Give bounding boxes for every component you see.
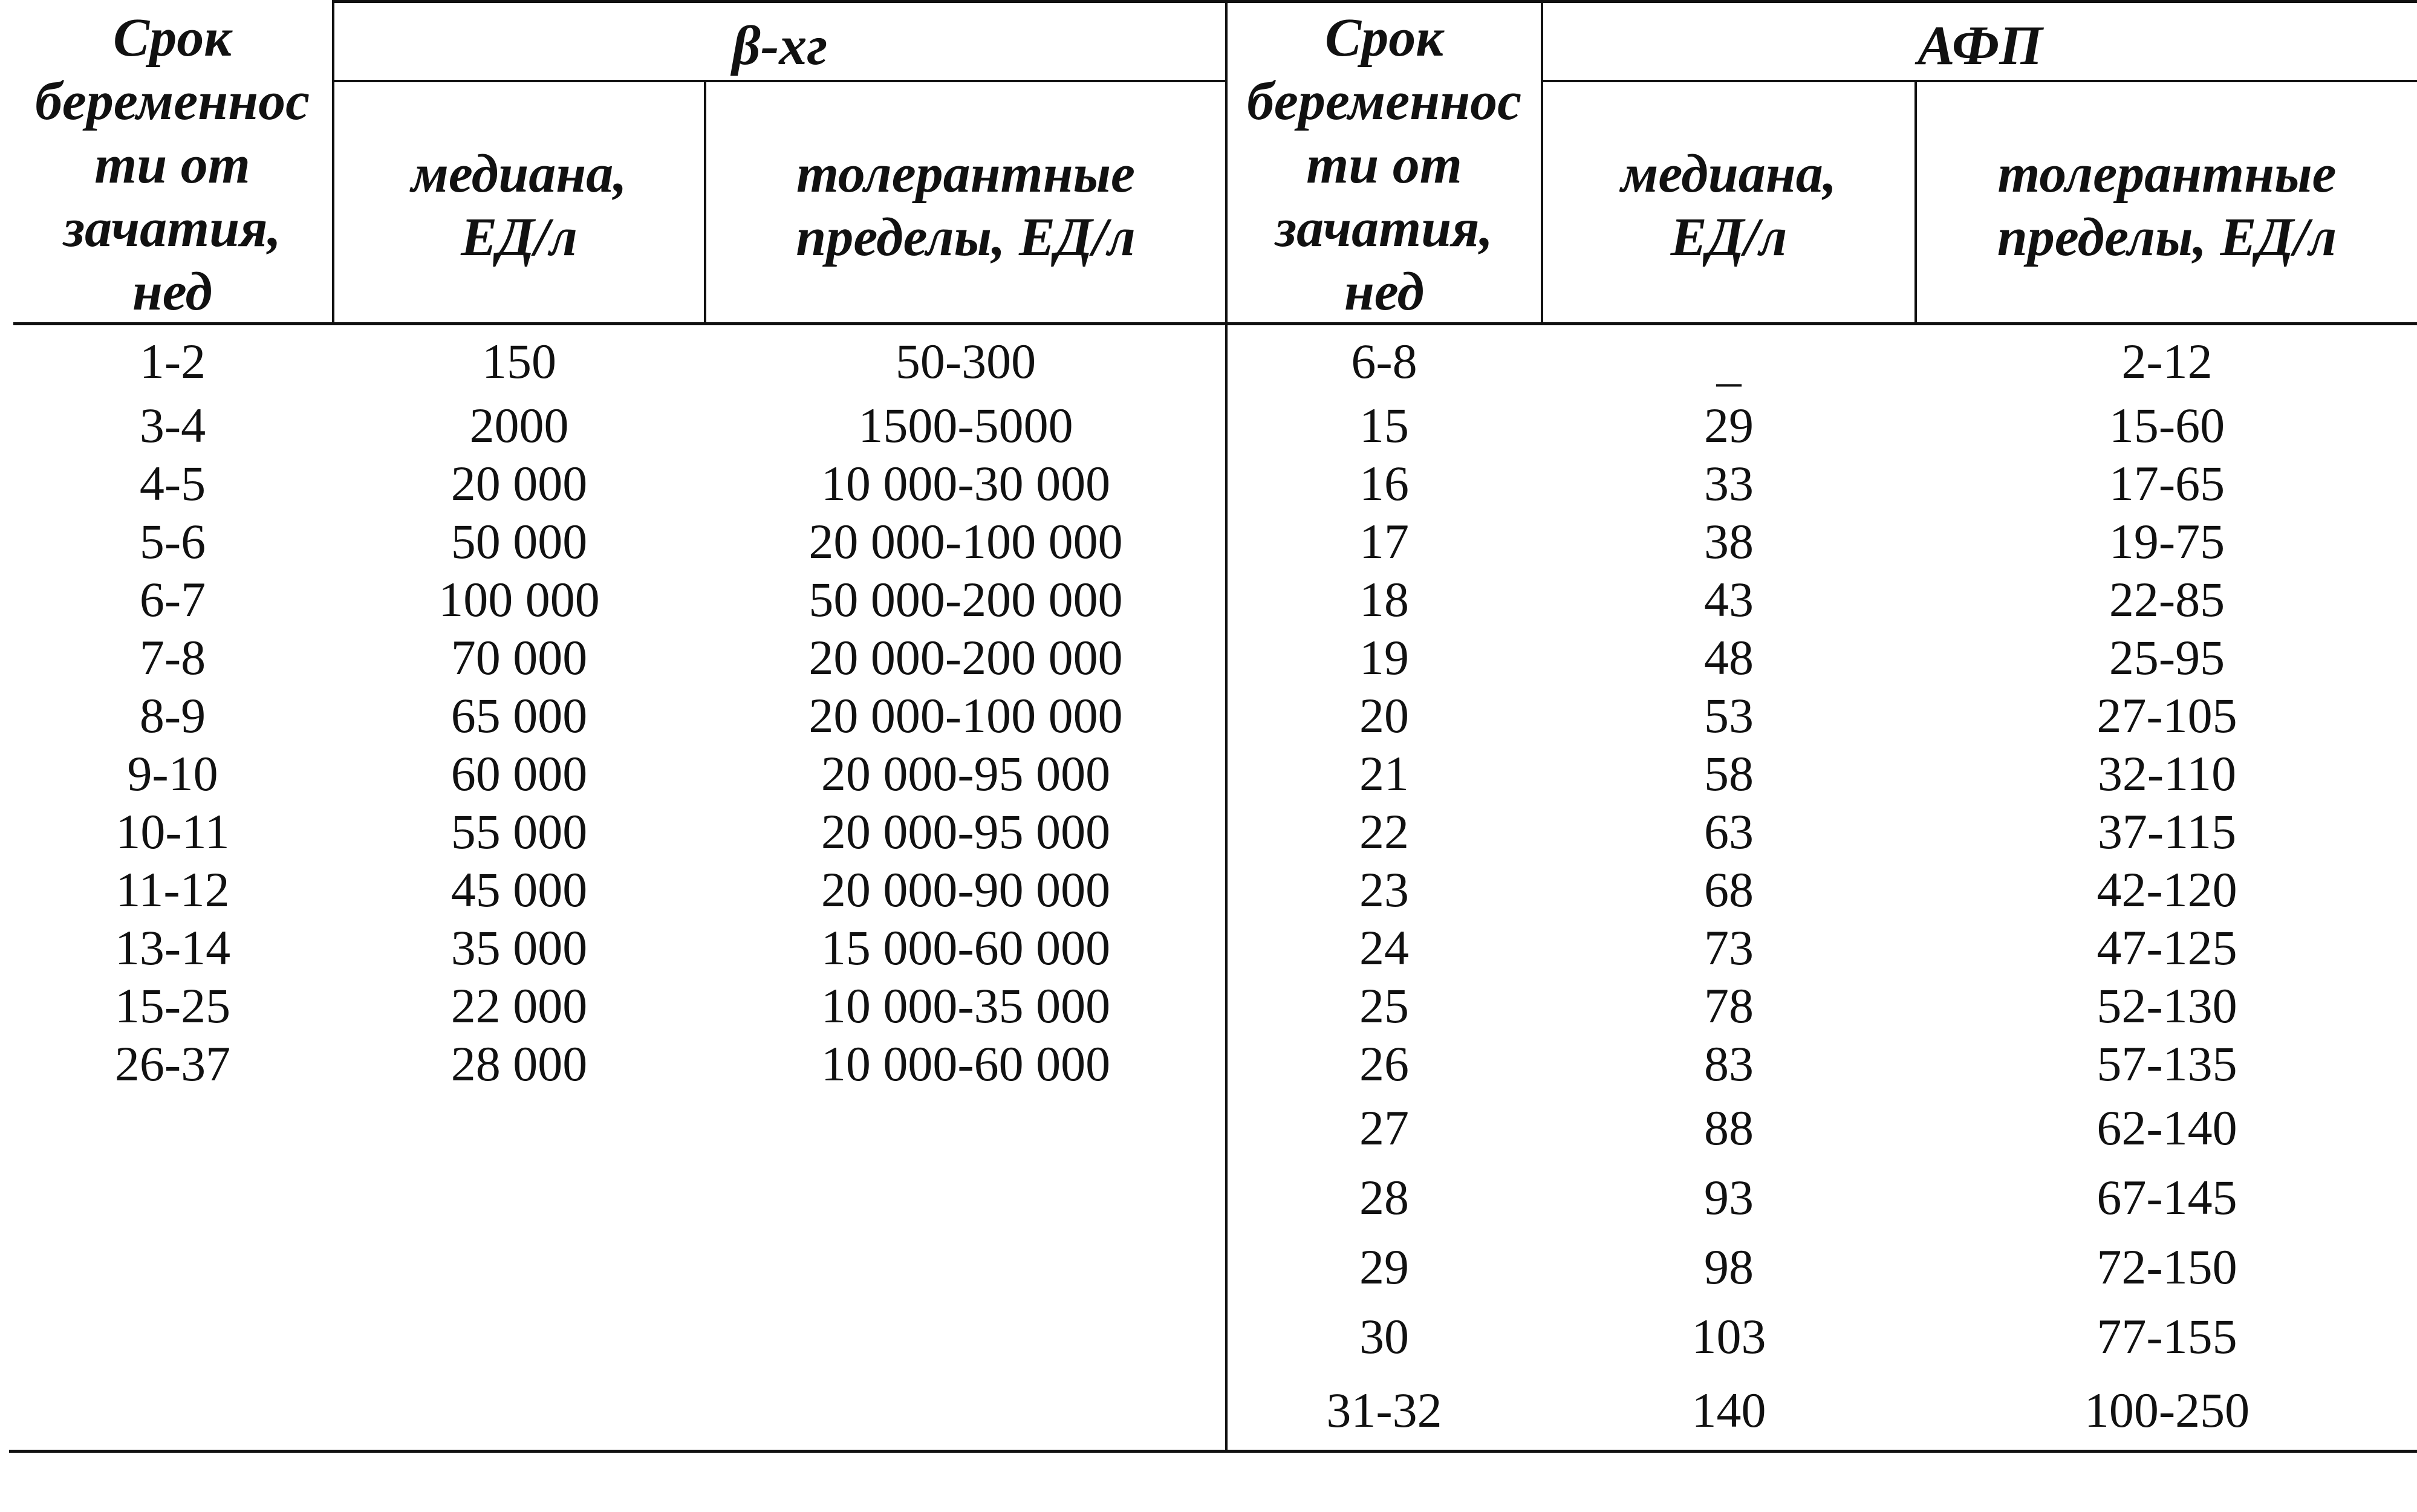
bhcg-range-cell: 50 000-200 000 [808,572,1123,627]
afp-term-cell: 16 [1359,456,1409,511]
bhcg-subheader-rule [333,80,1227,82]
bhcg-range-cell: 50-300 [895,334,1036,389]
afp-term-header-line: Срок [1325,8,1443,68]
afp-tolerance-header-line: пределы, ЕД/л [1997,207,2337,267]
afp-range-cell: 47-125 [2097,920,2237,975]
afp-median-cell: 103 [1691,1309,1766,1364]
bhcg-range-cell: 1500-5000 [858,398,1073,453]
afp-range-cell: 100-250 [2084,1383,2250,1438]
afp-term-cell: 24 [1359,920,1409,975]
bhcg-term-header [15,6,330,323]
afp-range-cell: 27-105 [2097,688,2237,743]
bhcg-median-cell: 35 000 [451,920,588,975]
bhcg-term-cell: 5-6 [139,514,206,569]
bhcg-median-cell: 60 000 [451,746,588,801]
afp-median-cell: 43 [1704,572,1754,627]
bhcg-term-cell: 6-7 [139,572,206,627]
bhcg-term-cell: 8-9 [139,688,206,743]
bhcg-term-cell: 13-14 [114,920,231,975]
afp-term-cell: 27 [1359,1100,1409,1155]
afp-range-cell: 15-60 [2109,398,2225,453]
afp-median-cell: 93 [1704,1170,1754,1225]
afp-median-cell: 53 [1704,688,1754,743]
afp-median-cell: 73 [1704,920,1754,975]
afp-term-cell: 29 [1359,1239,1409,1294]
header-bottom-rule [13,322,2417,325]
bhcg-median-cell: 100 000 [438,572,600,627]
afp-term-cell: 30 [1359,1309,1409,1364]
bhcg-term-header-line: ти от [94,135,250,195]
afp-term-cell: 22 [1359,804,1409,859]
afp-term-cell: 19 [1359,630,1409,685]
afp-range-cell: 67-145 [2097,1170,2237,1225]
afp-median-cell: 88 [1704,1100,1754,1155]
bhcg-range-cell: 10 000-30 000 [821,456,1111,511]
bhcg-range-cell: 10 000-35 000 [821,978,1111,1033]
afp-range-cell: 22-85 [2109,572,2225,627]
bhcg-term-cell: 3-4 [139,398,206,453]
afp-median-cell: 58 [1704,746,1754,801]
afp-median-cell: 33 [1704,456,1754,511]
bhcg-tolerance-header-line: пределы, ЕД/л [796,207,1136,267]
bhcg-term-cell: 15-25 [114,978,231,1033]
afp-median-header-line: ЕД/л [1670,207,1788,267]
afp-term-header [1228,6,1541,323]
afp-median-cell: 29 [1704,398,1754,453]
bhcg-range-cell: 15 000-60 000 [821,920,1111,975]
afp-term-cell: 25 [1359,978,1409,1033]
bhcg-term-header-line: беременнос [34,71,310,131]
bhcg-median-cell: 55 000 [451,804,588,859]
bhcg-term-cell: 7-8 [139,630,206,685]
afp-range-cell: 62-140 [2097,1100,2237,1155]
afp-term-cell: 31-32 [1326,1383,1442,1438]
bhcg-term-cell: 1-2 [139,334,206,389]
afp-term-cell: 26 [1359,1036,1409,1091]
afp-median-cell: 98 [1704,1239,1754,1294]
afp-term-cell: 20 [1359,688,1409,743]
afp-term-cell: 21 [1359,746,1409,801]
bhcg-range-cell: 20 000-95 000 [821,804,1111,859]
bhcg-term-cell: 26-37 [114,1036,231,1091]
afp-term-header-line: беременнос [1246,71,1522,131]
afp-term-cell: 6-8 [1351,334,1417,389]
bhcg-term-cell: 11-12 [115,862,230,917]
top-rule [333,0,2417,3]
afp-median-header [1543,142,1914,269]
afp-median-cell: 63 [1704,804,1754,859]
bhcg-median-cell: 2000 [469,398,569,453]
bhcg-median-cell: 70 000 [451,630,588,685]
bhcg-term-cell: 4-5 [139,456,206,511]
bhcg-range-cell: 20 000-100 000 [808,514,1123,569]
afp-range-cell: 77-155 [2097,1309,2237,1364]
afp-range-cell: 42-120 [2097,862,2237,917]
bhcg-range-cell: 20 000-100 000 [808,688,1123,743]
afp-median-cell: _ [1716,336,1742,391]
bhcg-range-cell: 10 000-60 000 [821,1036,1111,1091]
afp-range-cell: 32-110 [2097,746,2237,801]
bhcg-term-header-line: зачатия, [63,198,282,258]
afp-range-cell: 57-135 [2097,1036,2237,1091]
bhcg-range-cell: 20 000-90 000 [821,862,1111,917]
afp-term-cell: 17 [1359,514,1409,569]
afp-group-header: АФП [1918,15,2043,76]
bhcg-median-cell: 22 000 [451,978,588,1033]
bhcg-range-cell: 20 000-200 000 [808,630,1123,685]
afp-term-cell: 23 [1359,862,1409,917]
bhcg-term-header-line: Срок [113,8,232,68]
afp-median-cell: 48 [1704,630,1754,685]
bhcg-term-header-line: нед [132,262,213,322]
bhcg-group-header: β-хг [732,15,828,76]
bhcg-tolerance-header [706,142,1225,269]
bhcg-tolerance-header-line: толерантные [796,144,1136,204]
table-bottom-rule [9,1450,2417,1453]
afp-median-cell: 68 [1704,862,1754,917]
bhcg-median-header [334,142,704,269]
afp-median-cell: 140 [1691,1383,1766,1438]
bhcg-median-cell: 45 000 [451,862,588,917]
afp-tolerance-header [1917,142,2417,269]
afp-range-cell: 2-12 [2121,334,2213,389]
afp-term-header-line: нед [1344,262,1425,322]
bhcg-term-cell: 10-11 [115,804,230,859]
afp-term-header-line: зачатия, [1275,198,1494,258]
afp-tolerance-header-line: толерантные [1997,144,2337,204]
afp-median-cell: 38 [1704,514,1754,569]
afp-range-cell: 19-75 [2109,514,2225,569]
afp-range-cell: 72-150 [2097,1239,2237,1294]
bhcg-median-header-line: ЕД/л [461,207,577,267]
afp-term-header-line: ти от [1306,135,1462,195]
afp-range-cell: 25-95 [2109,630,2225,685]
bhcg-median-cell: 150 [482,334,556,389]
bhcg-median-header-line: медиана, [411,144,627,204]
afp-range-cell: 37-115 [2097,804,2237,859]
bhcg-term-cell: 9-10 [127,746,218,801]
afp-term-cell: 28 [1359,1170,1409,1225]
afp-median-header-line: медиана, [1621,144,1837,204]
afp-range-cell: 17-65 [2109,456,2225,511]
bhcg-median-cell: 65 000 [451,688,588,743]
afp-subheader-rule [1543,80,2417,82]
afp-median-cell: 83 [1704,1036,1754,1091]
afp-term-cell: 18 [1359,572,1409,627]
bhcg-range-cell: 20 000-95 000 [821,746,1111,801]
afp-median-cell: 78 [1704,978,1754,1033]
bhcg-median-cell: 20 000 [451,456,588,511]
bhcg-median-cell: 50 000 [451,514,588,569]
afp-term-cell: 15 [1359,398,1409,453]
bhcg-median-cell: 28 000 [451,1036,588,1091]
afp-range-cell: 52-130 [2097,978,2237,1033]
